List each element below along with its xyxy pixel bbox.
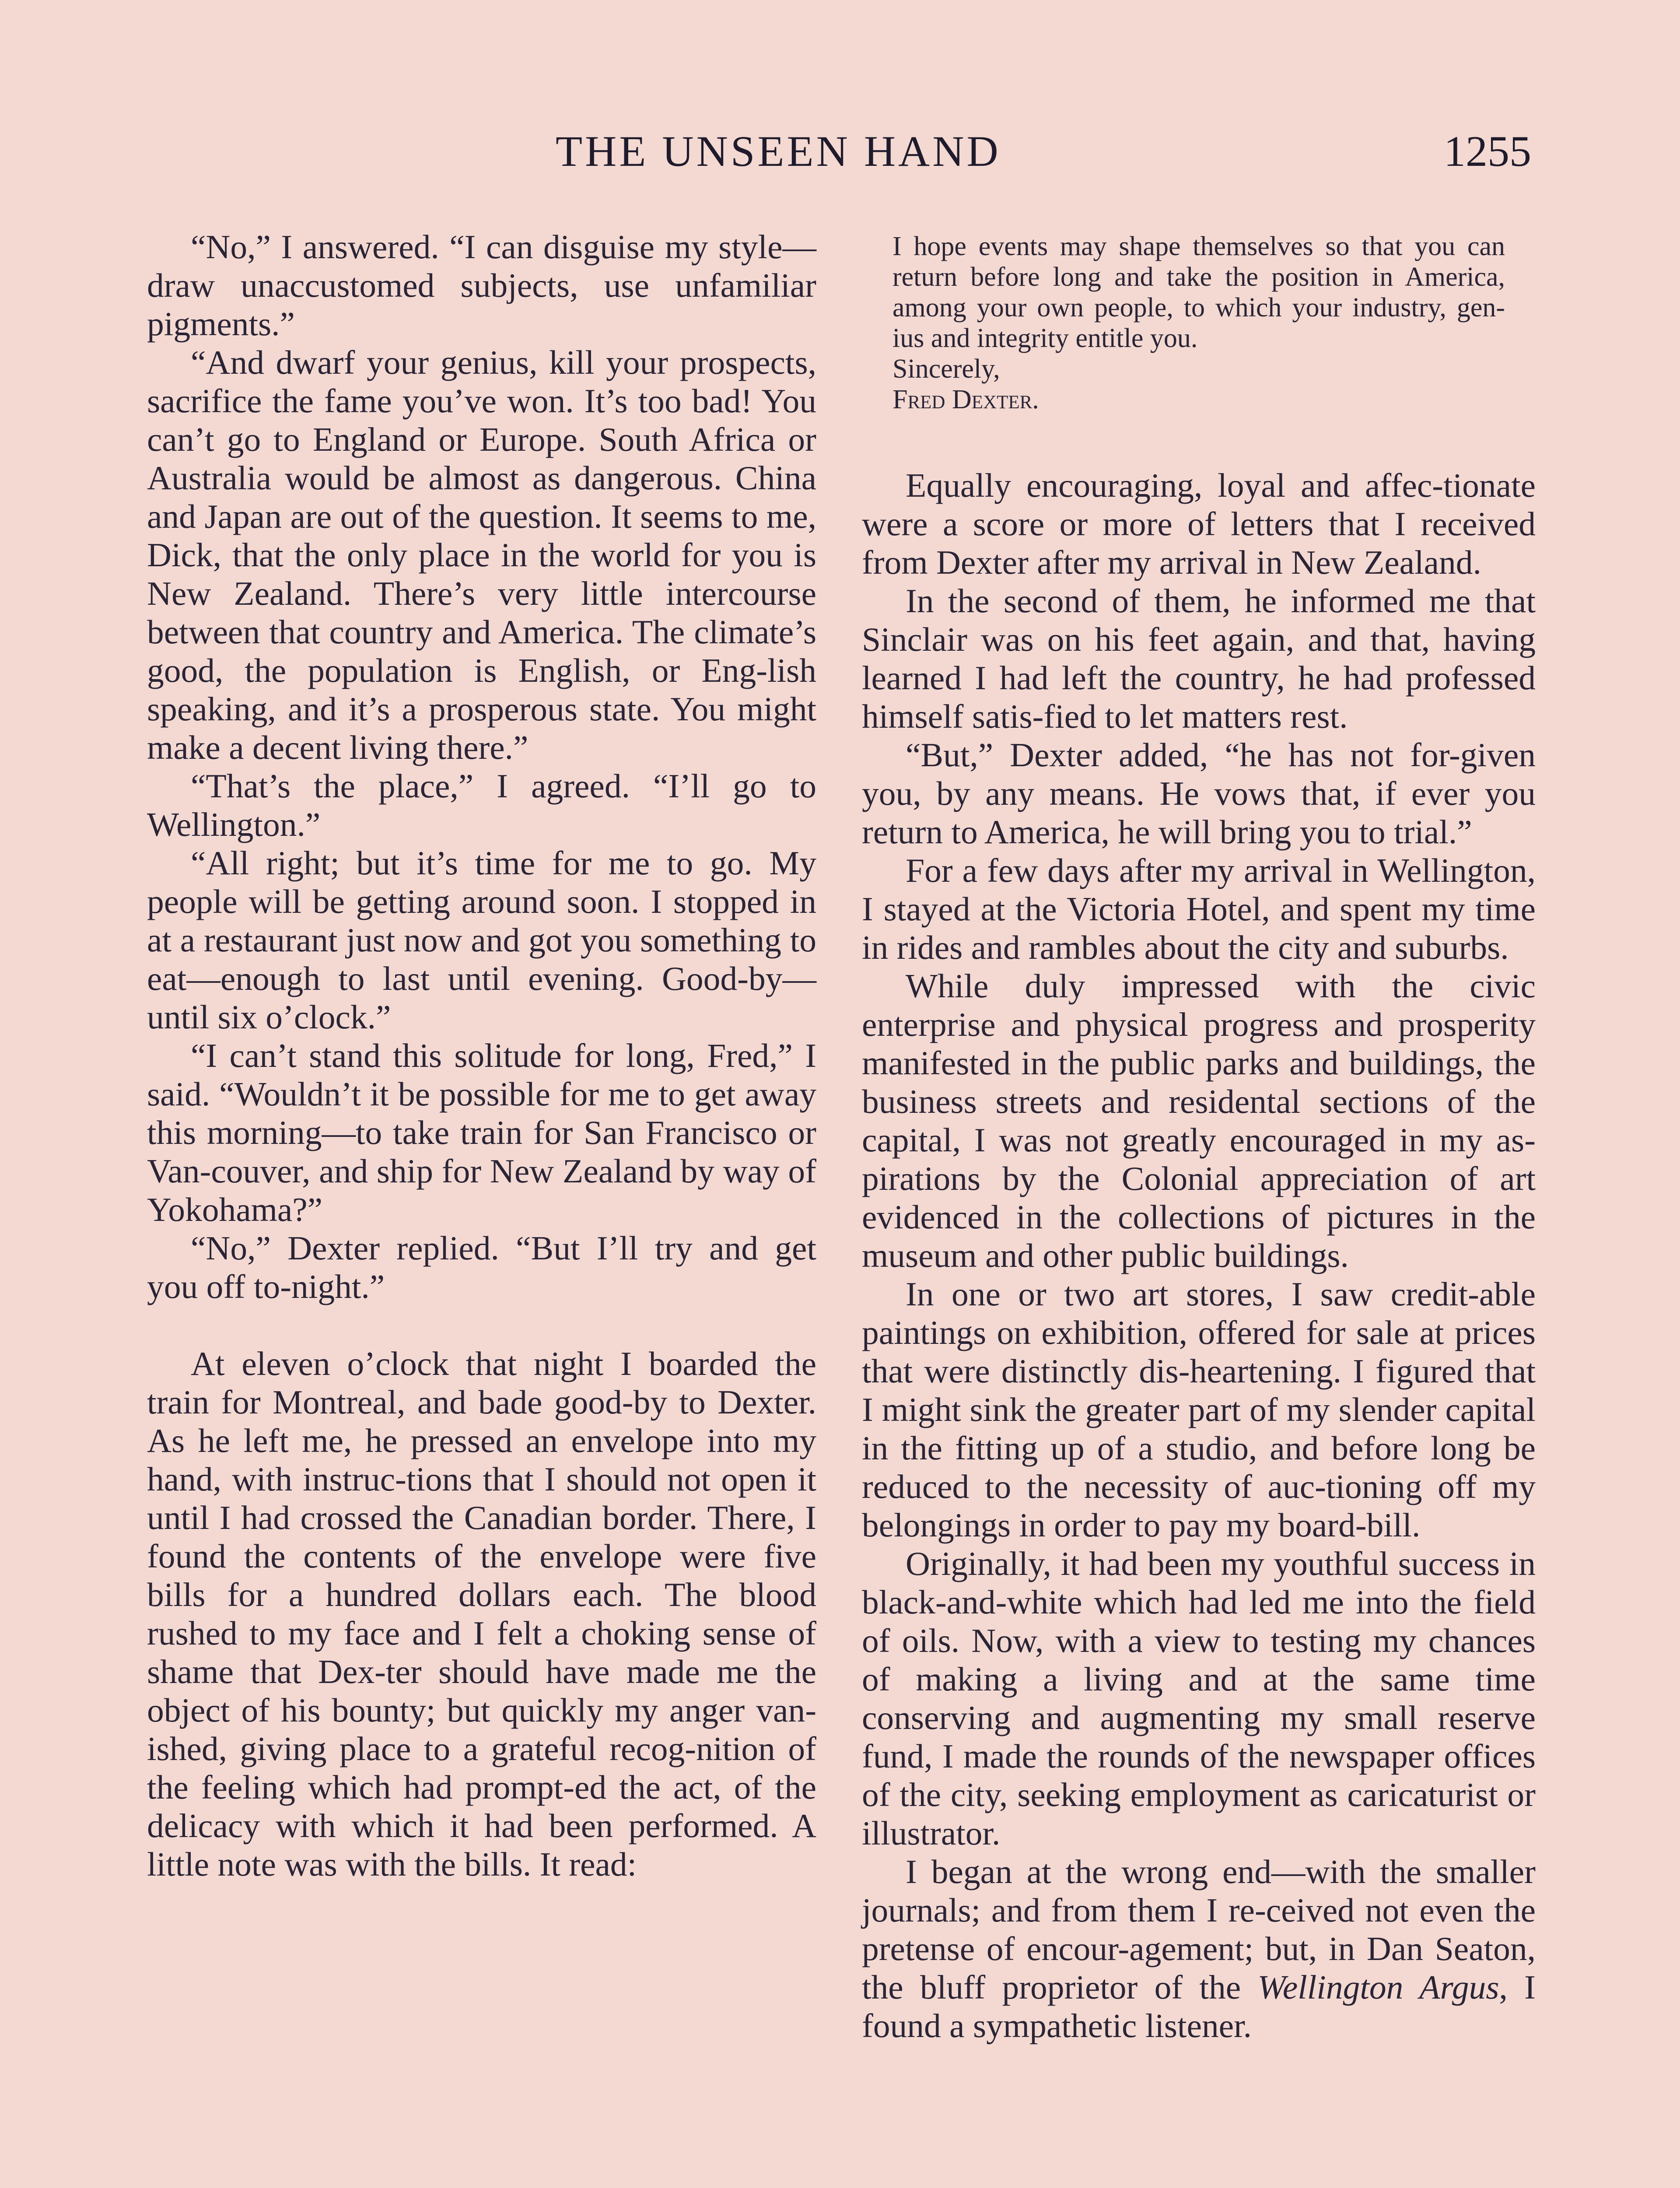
paragraph-last <box>862 1852 1536 2045</box>
paragraph: While duly impressed with the civic enterprise and physical progress and prosperity manifested in the public parks and buildings, the business streets and residental sections of the capital, I was not greatly encouraged in my as-pirations by the Colonial appreciation of art evidenced in the collections of pictures in the museum and other public buildings. <box>862 967 1536 1274</box>
letter-signoff: Sincerely, <box>892 354 1000 384</box>
paragraph-text: I began at the wrong end—with the smaller journals; and from them I re-ceived not even the pretense of encour-agement; but, in Dan Seaton, the bluff proprietor of the <box>862 1853 1536 2006</box>
page-number: 1255 <box>1444 127 1531 175</box>
letter-text-continued: I hope events may shape themselves so that you can return before long and take the position in America, among your own people, to which your industry, gen-ius and integrity entitle you. <box>892 231 1505 353</box>
letter-note-continued <box>892 231 1505 415</box>
running-title: THE UNSEEN HAND <box>556 127 1001 175</box>
paragraph: In the second of them, he informed me that Sinclair was on his feet again, and that, having learned I had left the country, he had professed himself satis-fied to let matters rest. <box>862 582 1536 735</box>
paragraph: “No,” Dexter replied. “But I’ll try and get you off to-night.” <box>147 1229 816 1305</box>
left-column <box>147 228 816 1883</box>
paragraph: In one or two art stores, I saw credit-able paintings on exhibition, offered for sale at prices that were distinctly dis-heartening. I figured that I might sink the greater part of my slender capital in the fitting up of a studio, and before long be reduced to the necessity of auc-tioning off my belongings in order to pay my board-bill. <box>862 1275 1536 1544</box>
paragraph: Originally, it had been my youthful success in black-and-white which had led me into the field of oils. Now, with a view to testing my chances of making a living and at the same time conserving and augmenting my small reserve fund, I made the rounds of the newspaper offices of the city, seeking employment as caricaturist or illustrator. <box>862 1545 1536 1852</box>
paragraph: For a few days after my arrival in Wellington, I stayed at the Victoria Hotel, and spent my time in rides and rambles about the city and suburbs. <box>862 852 1536 966</box>
paragraph: “But,” Dexter added, “he has not for-given you, by any means. He vows that, if ever you return to America, he will bring you to trial.” <box>862 736 1536 851</box>
paragraph: “No,” I answered. “I can disguise my style—draw unaccustomed subjects, use unfamiliar pigments.” <box>147 228 816 343</box>
paragraph: Equally encouraging, loyal and affec-tionate were a score or more of letters that I received from Dexter after my arrival in New Zealand. <box>862 466 1536 581</box>
paragraph: “And dwarf your genius, kill your prospects, sacrifice the fame you’ve won. It’s too bad! You can’t go to England or Europe. South Africa or Australia would be almost as dangerous. China and Japan are out of the question. It seems to me, Dick, that the only place in the world for you is New Zealand. There’s very little intercourse between that country and America. The climate’s good, the population is English, or Eng-lish speaking, and it’s a prosperous state. You might make a decent living there.” <box>147 344 816 766</box>
paragraph: At eleven o’clock that night I boarded the train for Montreal, and bade good-by to Dexter. As he left me, he pressed an envelope into my hand, with instruc-tions that I should not open it until I had crossed the Canadian border. There, I found the contents of the envelope were five bills for a hundred dollars each. The blood rushed to my face and I felt a choking sense of shame that Dex-ter should have made me the object of his bounty; but quickly my anger van-ished, giving place to a grateful recog-nition of the feeling which had prompt-ed the act, of the delicacy with which it had been performed. A little note was with the bills. It read: <box>147 1345 816 1883</box>
paragraph: “That’s the place,” I agreed. “I’ll go to Wellington.” <box>147 767 816 843</box>
paragraph-text: , I found a sympathetic listener. <box>862 1968 1536 2044</box>
paragraph: “I can’t stand this solitude for long, Fred,” I said. “Wouldn’t it be possible for me to get away this morning—to take train for San Francisco or Van-couver, and ship for New Zealand by way of Yokohama?” <box>147 1037 816 1228</box>
right-column <box>862 466 1536 2045</box>
newspaper-name: Wellington Argus <box>1257 1968 1499 2006</box>
letter-signature: Fred Dexter. <box>892 385 1039 414</box>
paragraph: “All right; but it’s time for me to go. My people will be getting around soon. I stopped in at a restaurant just now and got you something to eat—enough to last until evening. Good-by—until six o’clock.” <box>147 844 816 1036</box>
